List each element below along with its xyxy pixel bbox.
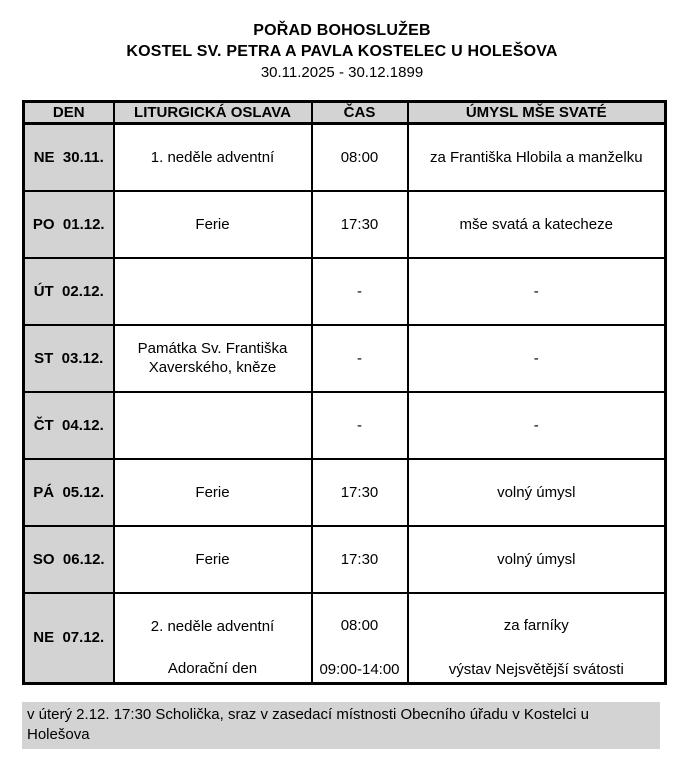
intention-cell: mše svatá a katecheze [408, 191, 666, 258]
time-cell: 08:00 [312, 124, 408, 191]
liturgy-cell: 1. neděle adventní [114, 124, 312, 191]
table-row [24, 526, 666, 593]
time-cell: - [312, 258, 408, 325]
intention-cell: - [408, 258, 666, 325]
liturgy-cell: Ferie [114, 459, 312, 526]
table-row [24, 124, 666, 191]
schedule-table [22, 100, 667, 685]
intention-main: za farníky [503, 616, 569, 634]
intention-cell: za Františka Hlobila a manželku [408, 124, 666, 191]
intention-sub: výstav Nejsvětější svátosti [448, 660, 624, 678]
table-header-row [24, 102, 666, 124]
liturgy-cell [114, 593, 312, 684]
liturgy-cell [114, 392, 312, 459]
time-cell [312, 593, 408, 684]
day-cell: SO 06.12. [24, 526, 114, 593]
table-row [24, 392, 666, 459]
table-row [24, 593, 666, 684]
liturgy-cell: Ferie [114, 191, 312, 258]
day-cell: ČT 04.12. [24, 392, 114, 459]
time-main: 08:00 [340, 616, 379, 634]
time-cell: 17:30 [312, 526, 408, 593]
intention-cell: - [408, 392, 666, 459]
table-row [24, 325, 666, 392]
intention-cell: volný úmysl [408, 526, 666, 593]
table-row [24, 459, 666, 526]
date-range: 30.11.2025 - 30.12.1899 [260, 64, 424, 81]
intention-cell [408, 593, 666, 684]
time-sub: 09:00-14:00 [319, 660, 400, 678]
day-cell: NE 07.12. [24, 593, 114, 684]
day-cell: NE 30.11. [24, 124, 114, 191]
document-title: POŘAD BOHOSLUŽEB [253, 22, 431, 39]
time-cell: 17:30 [312, 459, 408, 526]
liturgy-main: 2. neděle adventní [150, 617, 275, 635]
column-header-cas: ČAS [312, 102, 408, 124]
day-cell: PÁ 05.12. [24, 459, 114, 526]
document-header [0, 0, 684, 83]
liturgy-cell [114, 258, 312, 325]
table-row [24, 191, 666, 258]
time-cell: 17:30 [312, 191, 408, 258]
day-cell: ÚT 02.12. [24, 258, 114, 325]
liturgy-cell: Ferie [114, 526, 312, 593]
column-header-liturgicka-oslava: LITURGICKÁ OSLAVA [114, 102, 312, 124]
church-name: KOSTEL SV. PETRA A PAVLA KOSTELEC U HOLEŠOVA [126, 43, 558, 60]
time-cell: - [312, 325, 408, 392]
time-cell: - [312, 392, 408, 459]
footer-note: v úterý 2.12. 17:30 Scholička, sraz v zasedací místnosti Obecního úřadu v Kostelci u Holešova [22, 702, 660, 749]
liturgy-sub: Adorační den [167, 659, 258, 677]
column-header-umysl: ÚMYSL MŠE SVATÉ [408, 102, 666, 124]
day-cell: ST 03.12. [24, 325, 114, 392]
table-row [24, 258, 666, 325]
day-cell: PO 01.12. [24, 191, 114, 258]
liturgy-cell: Památka Sv. Františka Xaverského, kněze [114, 325, 312, 392]
column-header-den: DEN [24, 102, 114, 124]
intention-cell: - [408, 325, 666, 392]
intention-cell: volný úmysl [408, 459, 666, 526]
